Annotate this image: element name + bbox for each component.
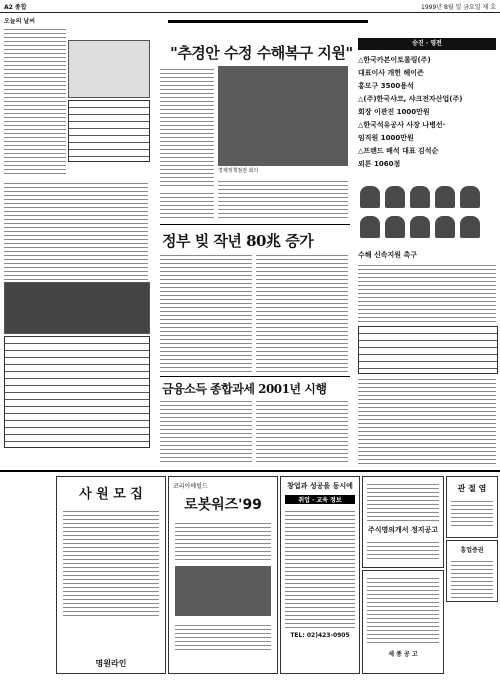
weather-title: 오늘의 날씨 <box>4 18 36 25</box>
section-label: A2 종합 <box>4 4 27 11</box>
date-line: 1999년 8월 일 금요일 제 호 <box>421 4 496 11</box>
ad-small2-title: 관 절 염 <box>457 484 487 493</box>
ad-line: △(주)한국샤코, 샤크전자산업(주) <box>358 95 463 103</box>
ad-text <box>175 520 271 560</box>
ad-line: 대표이사 개헌 헤이즌 <box>358 69 424 77</box>
photo-caption: 경제정책점검 회의 <box>218 168 259 174</box>
ad-recruit-title: 사 원 모 집 <box>79 487 143 502</box>
column-text <box>4 26 66 176</box>
world-map <box>4 282 150 334</box>
ad-line: 회장 이관진 1000만원 <box>358 108 430 116</box>
ad-text <box>451 558 493 598</box>
ad-edu-phone: TEL: 02)423-0905 <box>290 632 350 639</box>
portrait <box>360 186 380 208</box>
portrait <box>435 186 455 208</box>
ad-text <box>367 539 439 559</box>
ad-small-2 <box>446 476 498 538</box>
ad-text <box>63 508 159 618</box>
portrait <box>460 186 480 208</box>
column-text <box>160 190 214 220</box>
rule <box>160 224 350 225</box>
weather-map <box>68 40 150 98</box>
rule <box>160 376 350 377</box>
portrait <box>460 216 480 238</box>
column-text <box>358 262 496 322</box>
ad-text <box>367 481 439 521</box>
portrait <box>360 216 380 238</box>
ad-text <box>285 508 355 628</box>
portrait <box>385 216 405 238</box>
ad-edu-subtitle: 취업 · 교육 정보 <box>285 495 355 504</box>
ad-robot-image <box>175 566 271 616</box>
main-headline: "추경안 수정 수해복구 지원" <box>170 44 353 62</box>
ad-robot-title: 로봇워즈'99 <box>184 497 262 513</box>
ad-recruit <box>56 476 166 674</box>
right-mid-title: 수해 신속지원 촉구 <box>358 251 417 259</box>
ad-text <box>451 498 493 528</box>
column-text <box>160 66 214 186</box>
ad-notice-sub: 세 종 공 고 <box>388 651 418 658</box>
rule <box>168 20 368 23</box>
ad-banner: 승진 · 영전 <box>358 38 496 50</box>
ad-line: 홍모구 3500용석 <box>358 82 414 90</box>
column-text <box>4 180 148 280</box>
column-text <box>160 398 252 464</box>
column-text <box>256 398 348 464</box>
ad-line: 외튼 1060점 <box>358 160 401 168</box>
portrait <box>435 216 455 238</box>
ad-edu <box>280 476 360 674</box>
world-weather-table <box>4 336 150 448</box>
tax-headline: 금융소득 종합과세 2001년 시행 <box>162 382 327 396</box>
ad-edu-title: 창업과 성공을 동시에 <box>287 482 353 490</box>
ad-line: 임직원 1000만원 <box>358 134 414 142</box>
debt-headline: 정부 빚 작년 80兆 증가 <box>162 232 314 250</box>
ad-robot-brand: 코리아헤럴드 <box>173 483 208 490</box>
column-text <box>218 178 348 218</box>
portrait <box>385 186 405 208</box>
portrait <box>410 216 430 238</box>
data-table <box>358 326 498 374</box>
ad-divider <box>0 470 500 472</box>
ad-text <box>367 575 439 645</box>
ad-list <box>358 54 496 182</box>
portrait <box>410 186 430 208</box>
page-header <box>0 0 500 13</box>
ad-small-3 <box>446 540 498 602</box>
portrait-row <box>360 186 496 216</box>
ad-line: △한국석유공사 사장 나병선· <box>358 121 446 129</box>
ad-small-1 <box>362 476 444 568</box>
ad-recruit-company: 명원라인 <box>95 659 127 668</box>
weather-table <box>68 100 150 162</box>
ad-robot <box>168 476 278 674</box>
ad-notice <box>362 570 444 674</box>
portrait-row <box>360 216 496 246</box>
news-photo <box>218 66 348 166</box>
ad-line: △프랜드 배석 대표 김석순 <box>358 147 439 155</box>
column-text <box>358 376 496 464</box>
column-text <box>160 252 252 372</box>
ad-small3-title: 흥업증권 <box>460 547 484 554</box>
column-text <box>256 252 348 372</box>
ad-line: △한국카본이토롤링(주) <box>358 56 431 64</box>
ad-small1-title: 주식명의개서 정지공고 <box>367 526 439 534</box>
ad-text <box>175 622 271 652</box>
